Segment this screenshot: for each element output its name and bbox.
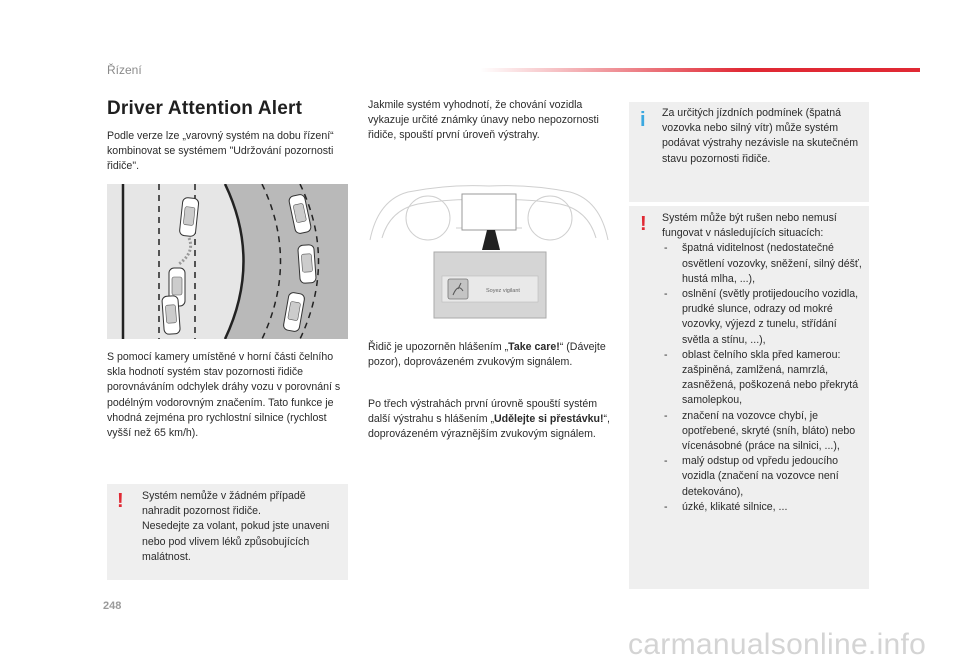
intro-paragraph: Podle verze lze „varovný systém na dobu řízení“ kombinovat se systémem "Udržování pozornosti řidiče". bbox=[107, 130, 334, 173]
warning-box-left bbox=[107, 484, 348, 580]
car-icon bbox=[162, 295, 181, 334]
car-icon bbox=[298, 244, 317, 283]
middle-paragraph-1: Jakmile systém vyhodnotí, že chování vozidla vykazuje určité známky únavy nebo nepozornosti řidiče, spouští první úroveň výstrahy. bbox=[368, 99, 599, 142]
warning-icon: ! bbox=[640, 213, 647, 235]
list-item: - oblast čelního skla před kamerou: zašpiněná, zamlžená, namrzlá, zasněžená, poškozená nebo překrytá samolepkou, bbox=[664, 348, 859, 407]
warning-line: Nesedejte za volant, pokud jste unaveni nebo pod vlivem léků způsobujících malátnost. bbox=[142, 520, 330, 563]
warning-box-right bbox=[629, 206, 869, 589]
lane-drift-illustration bbox=[107, 184, 348, 339]
list-item: - úzké, klikaté silnice, ... bbox=[664, 500, 788, 513]
list-item: - oslnění (světly protijedoucího vozidla, prudké slunce, odrazy od mokré vozovky, výjezd z tunelu, střídání světla a stínu, ...), bbox=[664, 288, 859, 346]
info-icon: i bbox=[640, 109, 646, 131]
list-item: - špatná viditelnost (nedostatečné osvětlení vozovky, sněžení, silný déšť, hustá mlha, ...), bbox=[664, 242, 862, 285]
camera-paragraph: S pomocí kamery umístěné v horní části čelního skla hodnotí systém stav pozornosti řidiče porovnáváním odchylek dráhy vozu v porovnání s podélným vodorovným značením. Tato funkce je vhodná zejména pro rychlostní silnice (rychlost vyšší než 65 km/h). bbox=[107, 351, 341, 440]
middle-paragraph-2: Řidič je upozorněn hlášením „Take care!“ (Dávejte pozor), doprovázeném zvukovým signálem. bbox=[368, 341, 606, 369]
page-title: Driver Attention Alert bbox=[107, 98, 303, 119]
list-item: - malý odstup od vpředu jedoucího vozidla (značení na vozovce není detekováno), bbox=[664, 455, 839, 498]
header-accent-line bbox=[480, 68, 920, 72]
warning-icon: ! bbox=[117, 490, 124, 512]
display-message: Soyez vigilant bbox=[486, 288, 520, 294]
middle-paragraph-3: Po třech výstrahách první úrovně spouští systém další výstrahu s hlášením „Udělejte si přestávku!“, doprovázeném výraznějším zvukovým signálem. bbox=[368, 398, 610, 441]
page-number: 248 bbox=[103, 600, 122, 612]
info-text: Za určitých jízdních podmínek (špatná vozovka nebo silný vítr) může systém podávat výstrahy nezávisle na skutečném stavu pozornosti řidiče. bbox=[662, 107, 859, 165]
dashboard-display-illustration bbox=[368, 170, 610, 320]
info-box bbox=[629, 102, 869, 202]
section-title: Řízení bbox=[107, 63, 142, 77]
situation-list bbox=[662, 241, 862, 515]
warning-intro: Systém může být rušen nebo nemusí fungovat v následujících situacích: bbox=[662, 212, 837, 240]
warning-line: Systém nemůže v žádném případě nahradit pozornost řidiče. bbox=[142, 490, 306, 518]
watermark: carmanualsonline.info bbox=[628, 628, 927, 661]
list-item: - značení na vozovce chybí, je opotřebené, skryté (sníh, bláto) nebo vícenásobné (práce na silnici, ...), bbox=[664, 409, 856, 453]
car-icon bbox=[179, 197, 199, 236]
